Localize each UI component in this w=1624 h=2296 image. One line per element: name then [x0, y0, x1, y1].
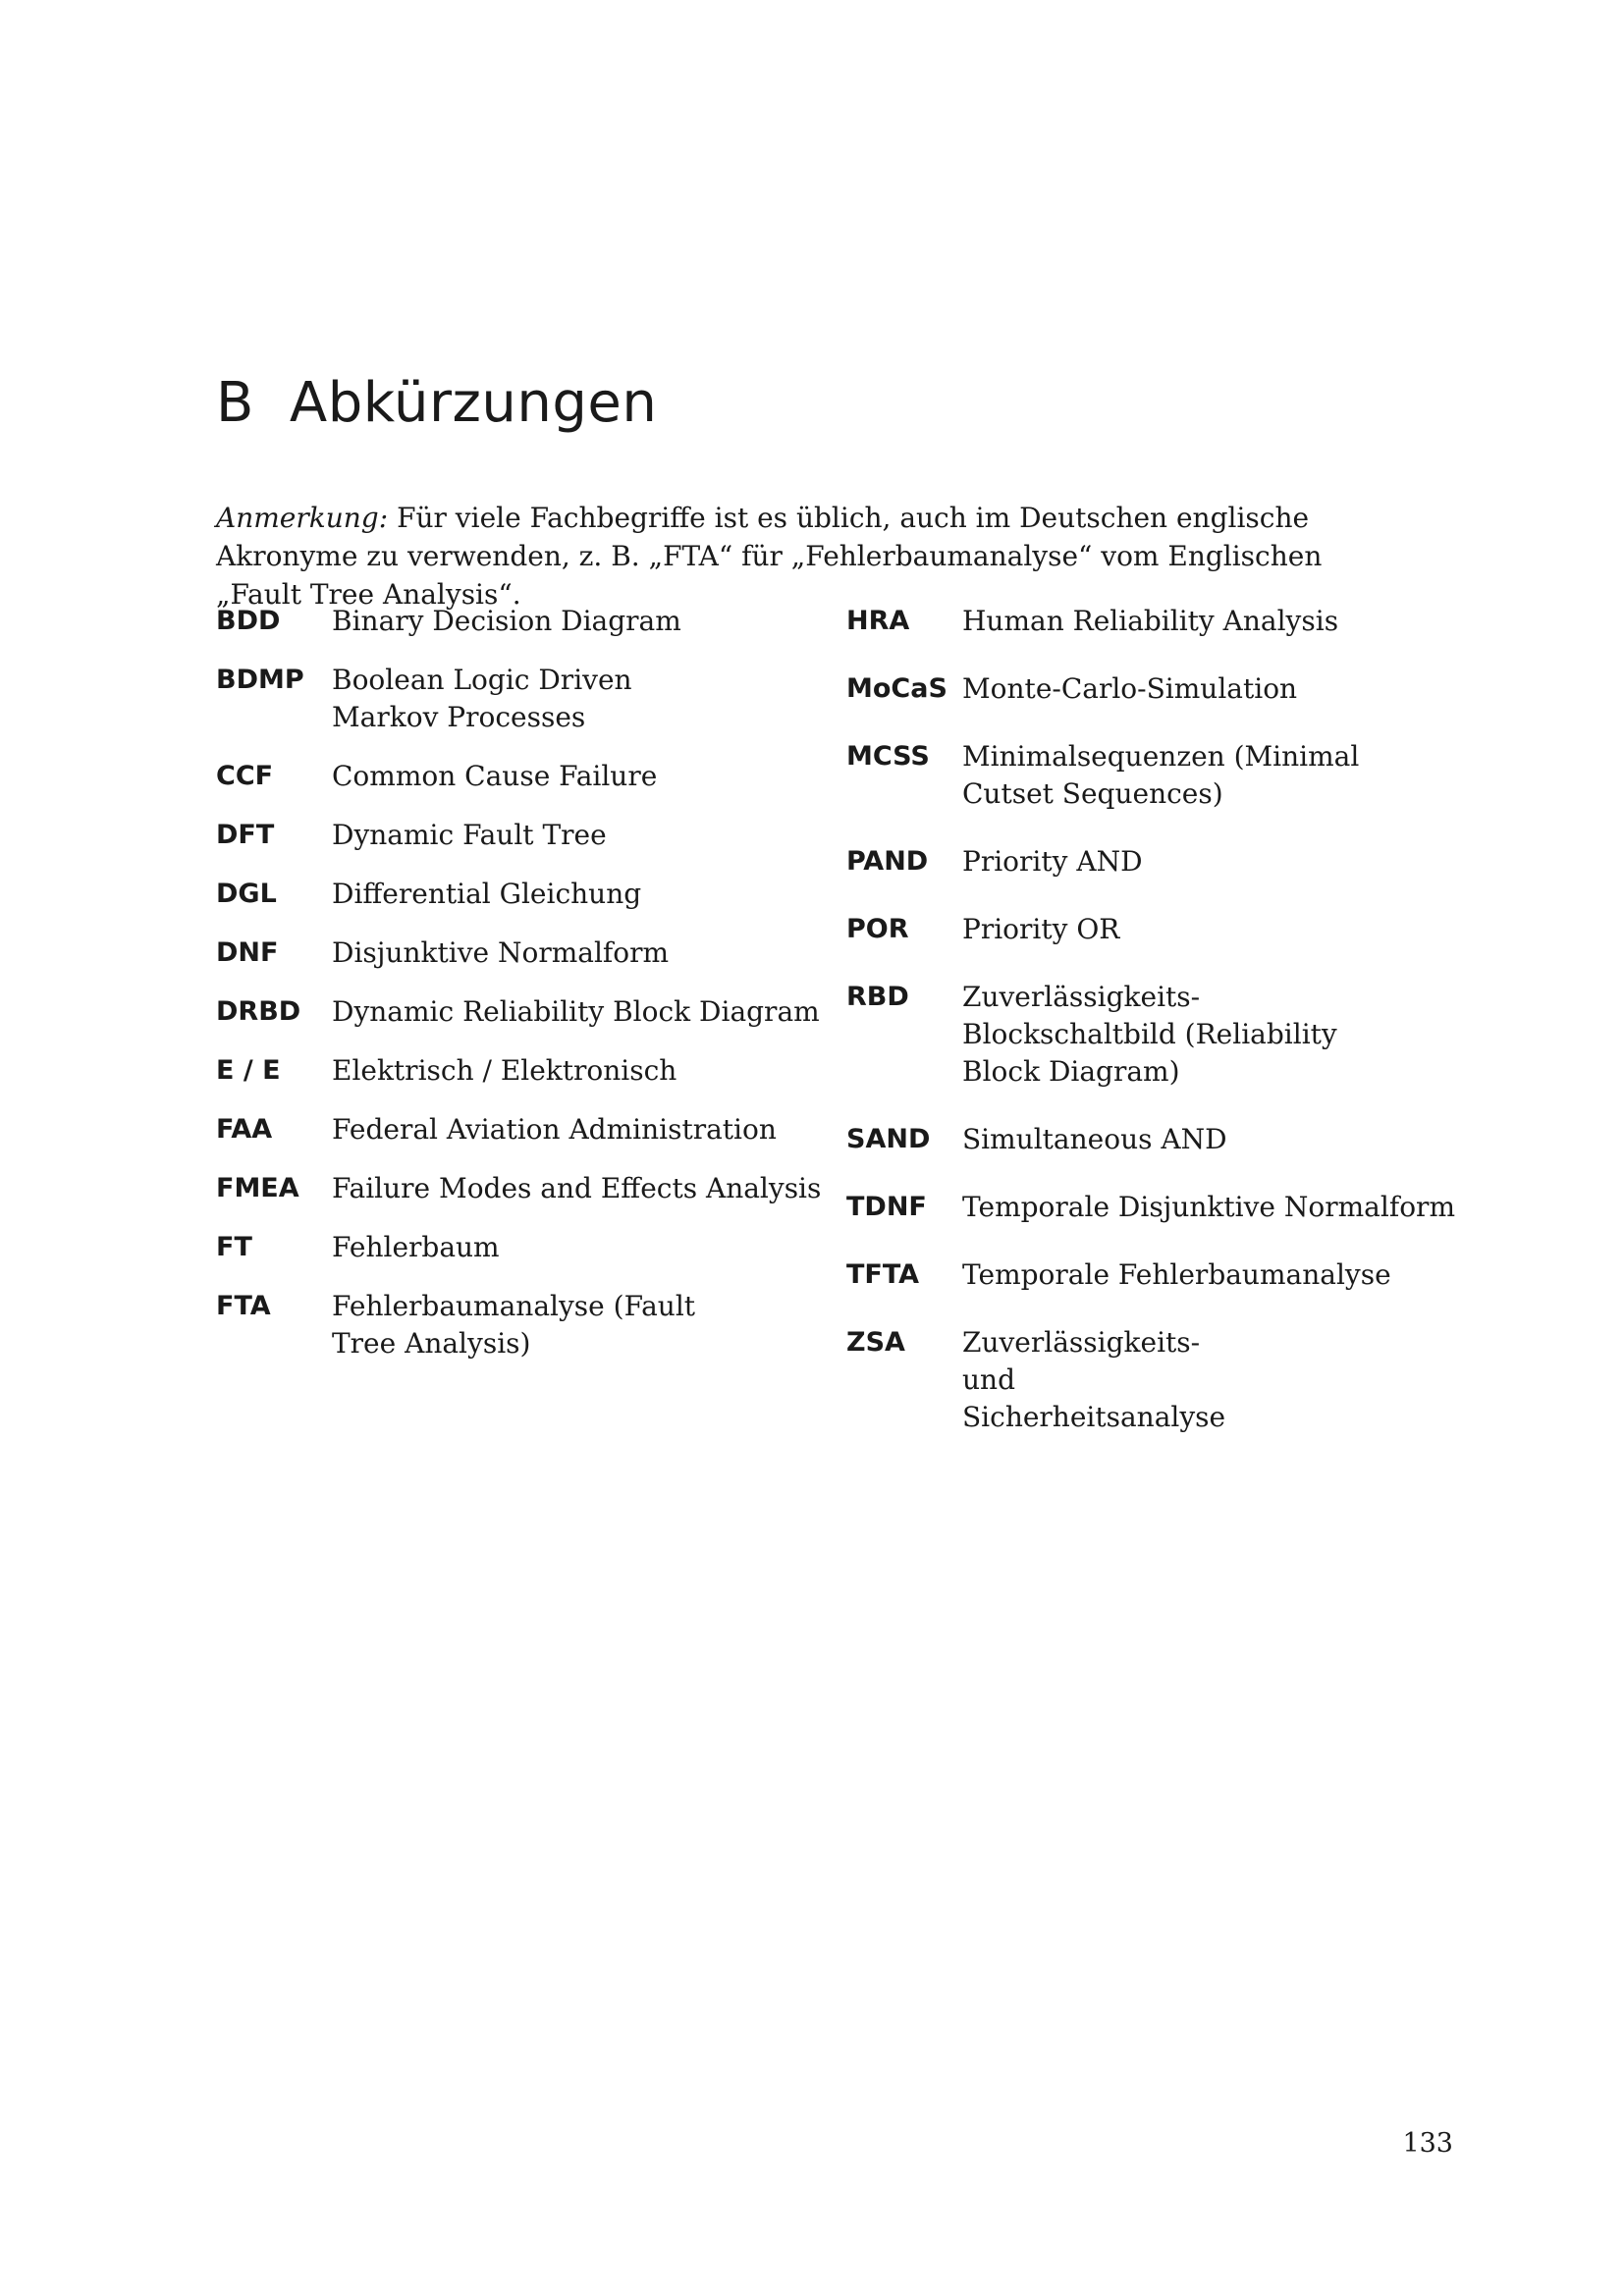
abbreviation-description: Common Cause Failure [332, 760, 658, 792]
abbreviation-entry [216, 1288, 805, 1362]
abbreviation-description: Zuverlässigkeits- und Sicherheitsanalyse [962, 1326, 1226, 1433]
abbreviation-term: BDD [216, 606, 281, 636]
abbreviation-description: Zuverlässigkeits-Blockschaltbild (Reliability Block Diagram) [962, 981, 1337, 1088]
abbreviation-term: MCSS [846, 741, 930, 772]
abbreviation-entry [846, 1256, 1435, 1294]
abbreviation-term: FMEA [216, 1173, 299, 1203]
abbreviation-entry [846, 1121, 1435, 1158]
abbreviation-list-left [216, 603, 822, 1384]
abbreviation-description: Federal Aviation Administration [332, 1113, 777, 1146]
note-paragraph [216, 499, 1414, 614]
abbreviation-term: TFTA [846, 1259, 920, 1290]
abbreviation-term: FT [216, 1232, 252, 1262]
abbreviation-description: Minimalsequenzen (Minimal Cutset Sequences) [962, 740, 1360, 810]
abbreviation-entry [846, 911, 1435, 948]
abbreviation-description: Fehlerbaumanalyse (Fault Tree Analysis) [332, 1290, 696, 1360]
page-number: 133 [1402, 2128, 1453, 2159]
abbreviation-term: POR [846, 914, 909, 944]
abbreviation-description: Differential Gleichung [332, 878, 642, 910]
abbreviation-description: Priority AND [962, 845, 1143, 878]
abbreviation-description: Human Reliability Analysis [962, 605, 1339, 637]
abbreviation-term: ZSA [846, 1327, 905, 1358]
abbreviation-entry [216, 993, 820, 1031]
abbreviation-term: DRBD [216, 996, 301, 1027]
abbreviation-entry [846, 979, 1435, 1091]
abbreviation-entry [216, 817, 805, 854]
abbreviation-entry [216, 876, 805, 913]
note-label: Anmerkung: [216, 502, 389, 534]
abbreviation-term: PAND [846, 846, 929, 877]
abbreviation-description: Failure Modes and Effects Analysis [332, 1172, 822, 1204]
abbreviation-term: BDMP [216, 665, 304, 695]
abbreviation-term: FAA [216, 1114, 273, 1145]
abbreviation-description: Temporale Disjunktive Normalform [962, 1191, 1455, 1223]
chapter-title-text: Abkürzungen [289, 371, 658, 435]
abbreviation-term: FTA [216, 1291, 271, 1321]
abbreviation-term: E / E [216, 1055, 281, 1086]
abbreviation-term: HRA [846, 606, 910, 636]
abbreviation-description: Dynamic Fault Tree [332, 819, 607, 851]
chapter-number: B [216, 371, 254, 435]
abbreviation-entry [216, 1052, 805, 1090]
abbreviation-entry [216, 1229, 805, 1266]
abbreviation-entry [216, 1170, 822, 1207]
abbreviation-entry [216, 1111, 805, 1148]
abbreviation-list-right [846, 603, 1455, 1467]
abbreviation-term: SAND [846, 1124, 931, 1154]
note-text: Für viele Fachbegriffe ist es üblich, auch im Deutschen englische Akronyme zu verwenden, z. B. „FTA“ für „Fehlerbaumanalyse“ vom Englischen „Fault Tree Analysis“. [216, 502, 1323, 611]
abbreviation-term: MoCaS [846, 673, 947, 704]
abbreviation-description: Temporale Fehlerbaumanalyse [962, 1258, 1391, 1291]
abbreviation-description: Simultaneous AND [962, 1123, 1227, 1155]
abbreviation-term: RBD [846, 982, 909, 1012]
abbreviation-entry [846, 1189, 1455, 1226]
abbreviation-term: DNF [216, 937, 279, 968]
abbreviation-entry [216, 662, 805, 736]
abbreviation-entry [216, 603, 805, 640]
abbreviation-entry [216, 758, 805, 795]
abbreviation-description: Boolean Logic Driven Markov Processes [332, 664, 632, 733]
abbreviation-entry [846, 843, 1435, 881]
abbreviation-description: Monte-Carlo-Simulation [962, 672, 1298, 705]
abbreviation-description: Elektrisch / Elektronisch [332, 1054, 677, 1087]
abbreviation-term: TDNF [846, 1192, 927, 1222]
abbreviation-description: Binary Decision Diagram [332, 605, 681, 637]
abbreviation-description: Fehlerbaum [332, 1231, 500, 1263]
abbreviation-description: Disjunktive Normalform [332, 936, 670, 969]
abbreviation-entry [846, 1324, 1435, 1436]
abbreviation-description: Dynamic Reliability Block Diagram [332, 995, 820, 1028]
abbreviation-entry [846, 670, 1435, 708]
abbreviation-entry [216, 934, 805, 972]
abbreviation-entry [846, 738, 1435, 813]
abbreviation-term: CCF [216, 761, 274, 791]
abbreviation-description: Priority OR [962, 913, 1120, 945]
abbreviation-term: DFT [216, 820, 275, 850]
abbreviation-entry [846, 603, 1435, 640]
abbreviation-term: DGL [216, 879, 277, 909]
chapter-title [216, 371, 657, 435]
